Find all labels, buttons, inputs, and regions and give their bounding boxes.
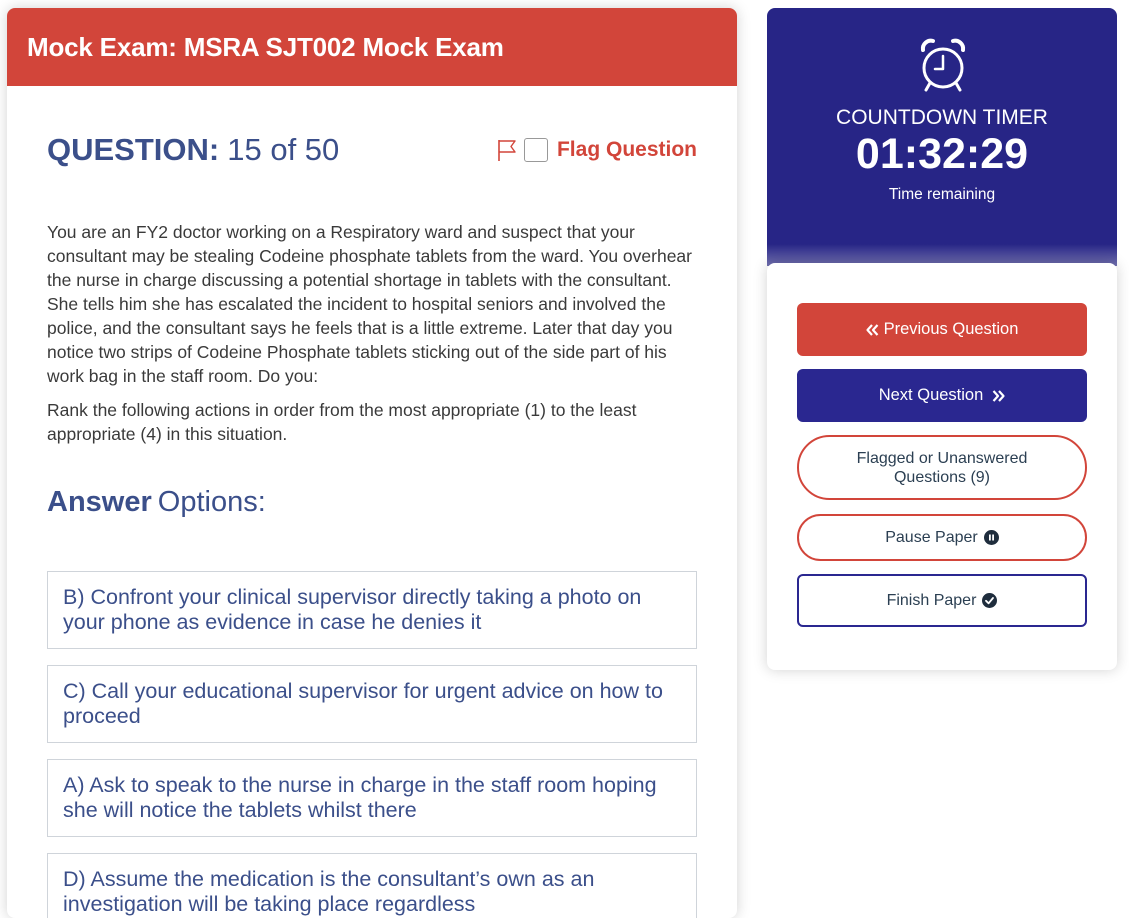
alarm-clock-icon	[917, 36, 969, 94]
answer-option-b[interactable]: B) Confront your clinical supervisor directly taking a photo on your phone as evidence in case he denies it	[47, 571, 697, 649]
answer-heading-rest: Options:	[157, 486, 266, 518]
answer-option-a[interactable]: A) Ask to speak to the nurse in charge in the staff room hoping she will notice the tablets whilst there	[47, 759, 697, 837]
previous-question-button[interactable]	[797, 303, 1087, 356]
check-circle-icon	[982, 593, 997, 608]
flagged-unanswered-button[interactable]	[797, 435, 1087, 500]
question-instructions: Rank the following actions in order from the most appropriate (1) to the least appropriate (4) in this situation.	[47, 400, 637, 444]
pause-paper-button[interactable]	[797, 514, 1087, 561]
answer-heading-bold: Answer	[47, 486, 152, 518]
exam-card	[7, 8, 737, 918]
next-question-label: Next Question	[878, 386, 984, 404]
answer-option-d[interactable]: D) Assume the medication is the consultant’s own as an investigation will be taking place regardless	[47, 853, 697, 918]
double-chevron-left-icon	[866, 324, 879, 336]
question-row	[47, 132, 697, 168]
timer-label: COUNTDOWN TIMER	[836, 106, 1048, 129]
answer-option-c[interactable]: C) Call your educational supervisor for urgent advice on how to proceed	[47, 665, 697, 743]
finish-paper-button[interactable]	[797, 574, 1087, 627]
next-question-button[interactable]	[797, 369, 1087, 422]
pause-circle-icon	[984, 530, 999, 545]
pause-paper-label: Pause Paper	[885, 528, 978, 546]
flag-checkbox[interactable]	[524, 138, 548, 162]
exam-title: Mock Exam: MSRA SJT002 Mock Exam	[27, 31, 504, 62]
flagged-unanswered-label: Flagged or Unanswered Questions (9)	[856, 449, 1028, 486]
exam-body	[7, 132, 737, 918]
exam-controls-card	[767, 263, 1117, 670]
answer-options-heading	[47, 486, 697, 519]
exam-header	[7, 8, 737, 86]
question-number: 15 of 50	[227, 132, 340, 167]
question-label: QUESTION:	[47, 132, 220, 167]
double-chevron-right-icon	[992, 390, 1005, 402]
flag-question-control[interactable]	[496, 138, 697, 162]
finish-paper-label: Finish Paper	[886, 591, 977, 609]
answer-options-list	[47, 571, 697, 918]
flag-icon	[496, 138, 518, 162]
countdown-timer-panel	[767, 8, 1117, 266]
question-heading	[47, 132, 339, 168]
previous-question-label: Previous Question	[883, 320, 1019, 338]
timer-subtitle: Time remaining	[888, 186, 996, 203]
flag-question-label[interactable]: Flag Question	[556, 138, 697, 161]
question-scenario: You are an FY2 doctor working on a Respiratory ward and suspect that your consultant may be stealing Codeine phosphate tablets from the ward. You overhear the nurse in charge discussing a potential shortage in tablets with the consultant. She tells him she has escalated the incident to hospital seniors and involved the police, and the consultant says he feels that is a little extreme. Later that day you notice two strips of Codeine Phosphate tablets sticking out of the side part of his work bag in the staff room. Do you:	[47, 222, 692, 386]
timer-value: 01:32:29	[855, 130, 1029, 178]
